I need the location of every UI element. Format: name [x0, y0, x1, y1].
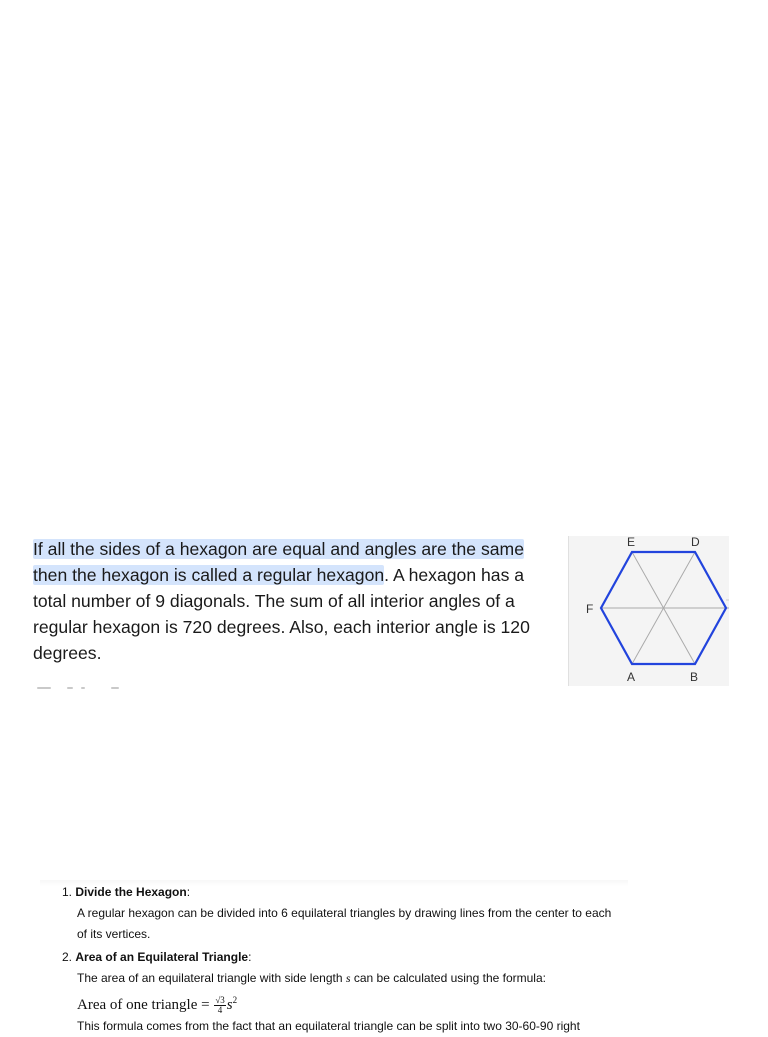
formula-fraction — [214, 996, 225, 1015]
step-2-colon: : — [248, 950, 252, 964]
step-2-body-before: The area of an equilateral triangle with side length — [77, 971, 346, 985]
featured-snippet-text — [33, 536, 553, 666]
step-2-continuation: This formula comes from the fact that an equilateral triangle can be split into two 30-60-90 right — [77, 1019, 580, 1033]
step-2-heading — [40, 945, 628, 968]
footer-mark-2 — [67, 687, 73, 689]
fraction-denominator: 4 — [217, 1005, 223, 1016]
triangle-area-formula — [40, 989, 628, 1016]
step-1-title: Divide the Hexagon — [75, 885, 187, 899]
vertex-label-a: A — [627, 670, 636, 684]
fraction-numerator: √3 — [215, 995, 225, 1006]
step-2-var: s — [345, 971, 351, 985]
highlighted-text-1: If all the sides of a hexagon are equal and angles are the same — [33, 539, 525, 559]
step-2-body — [40, 968, 628, 989]
step-1 — [40, 880, 628, 945]
footer-mark-3 — [81, 687, 85, 689]
highlighted-text-2: then the hexagon is called a regular hexagon — [33, 565, 385, 585]
snippet-rest-text: . A hexagon has a total number of 9 diagonals. The sum of all interior angles of a regular hexagon is 720 degrees. Also, each interior angle is 120 degrees. — [33, 565, 530, 663]
vertex-label-b: B — [690, 670, 699, 684]
formula-var: s — [226, 997, 233, 1013]
snippet-footer-strip — [33, 678, 553, 692]
step-2-number: 2. — [62, 950, 73, 964]
step-2-body-after: can be calculated using the formula: — [350, 971, 546, 985]
formula-lhs: Area of one triangle = — [77, 997, 214, 1013]
step-1-number: 1. — [62, 885, 73, 899]
step-1-body: A regular hexagon can be divided into 6 equilateral triangles by drawing lines from the center to each of its vertices. — [77, 906, 612, 941]
step-2-title: Area of an Equilateral Triangle — [75, 950, 249, 964]
hexagon-diagram — [569, 536, 729, 686]
formula-exponent: 2 — [232, 995, 238, 1005]
step-1-colon: : — [186, 885, 191, 899]
footer-mark-1 — [37, 687, 51, 689]
area-steps-list — [40, 880, 628, 1033]
vertex-label-e: E — [627, 535, 636, 549]
footer-mark-4 — [111, 687, 119, 689]
hexagon-diagonals — [601, 552, 729, 664]
step-1-heading — [40, 880, 628, 903]
step-2 — [40, 945, 628, 1037]
vertex-label-d: D — [691, 535, 700, 549]
hexagon-figure[interactable] — [568, 536, 729, 686]
vertex-label-f: F — [586, 602, 594, 616]
